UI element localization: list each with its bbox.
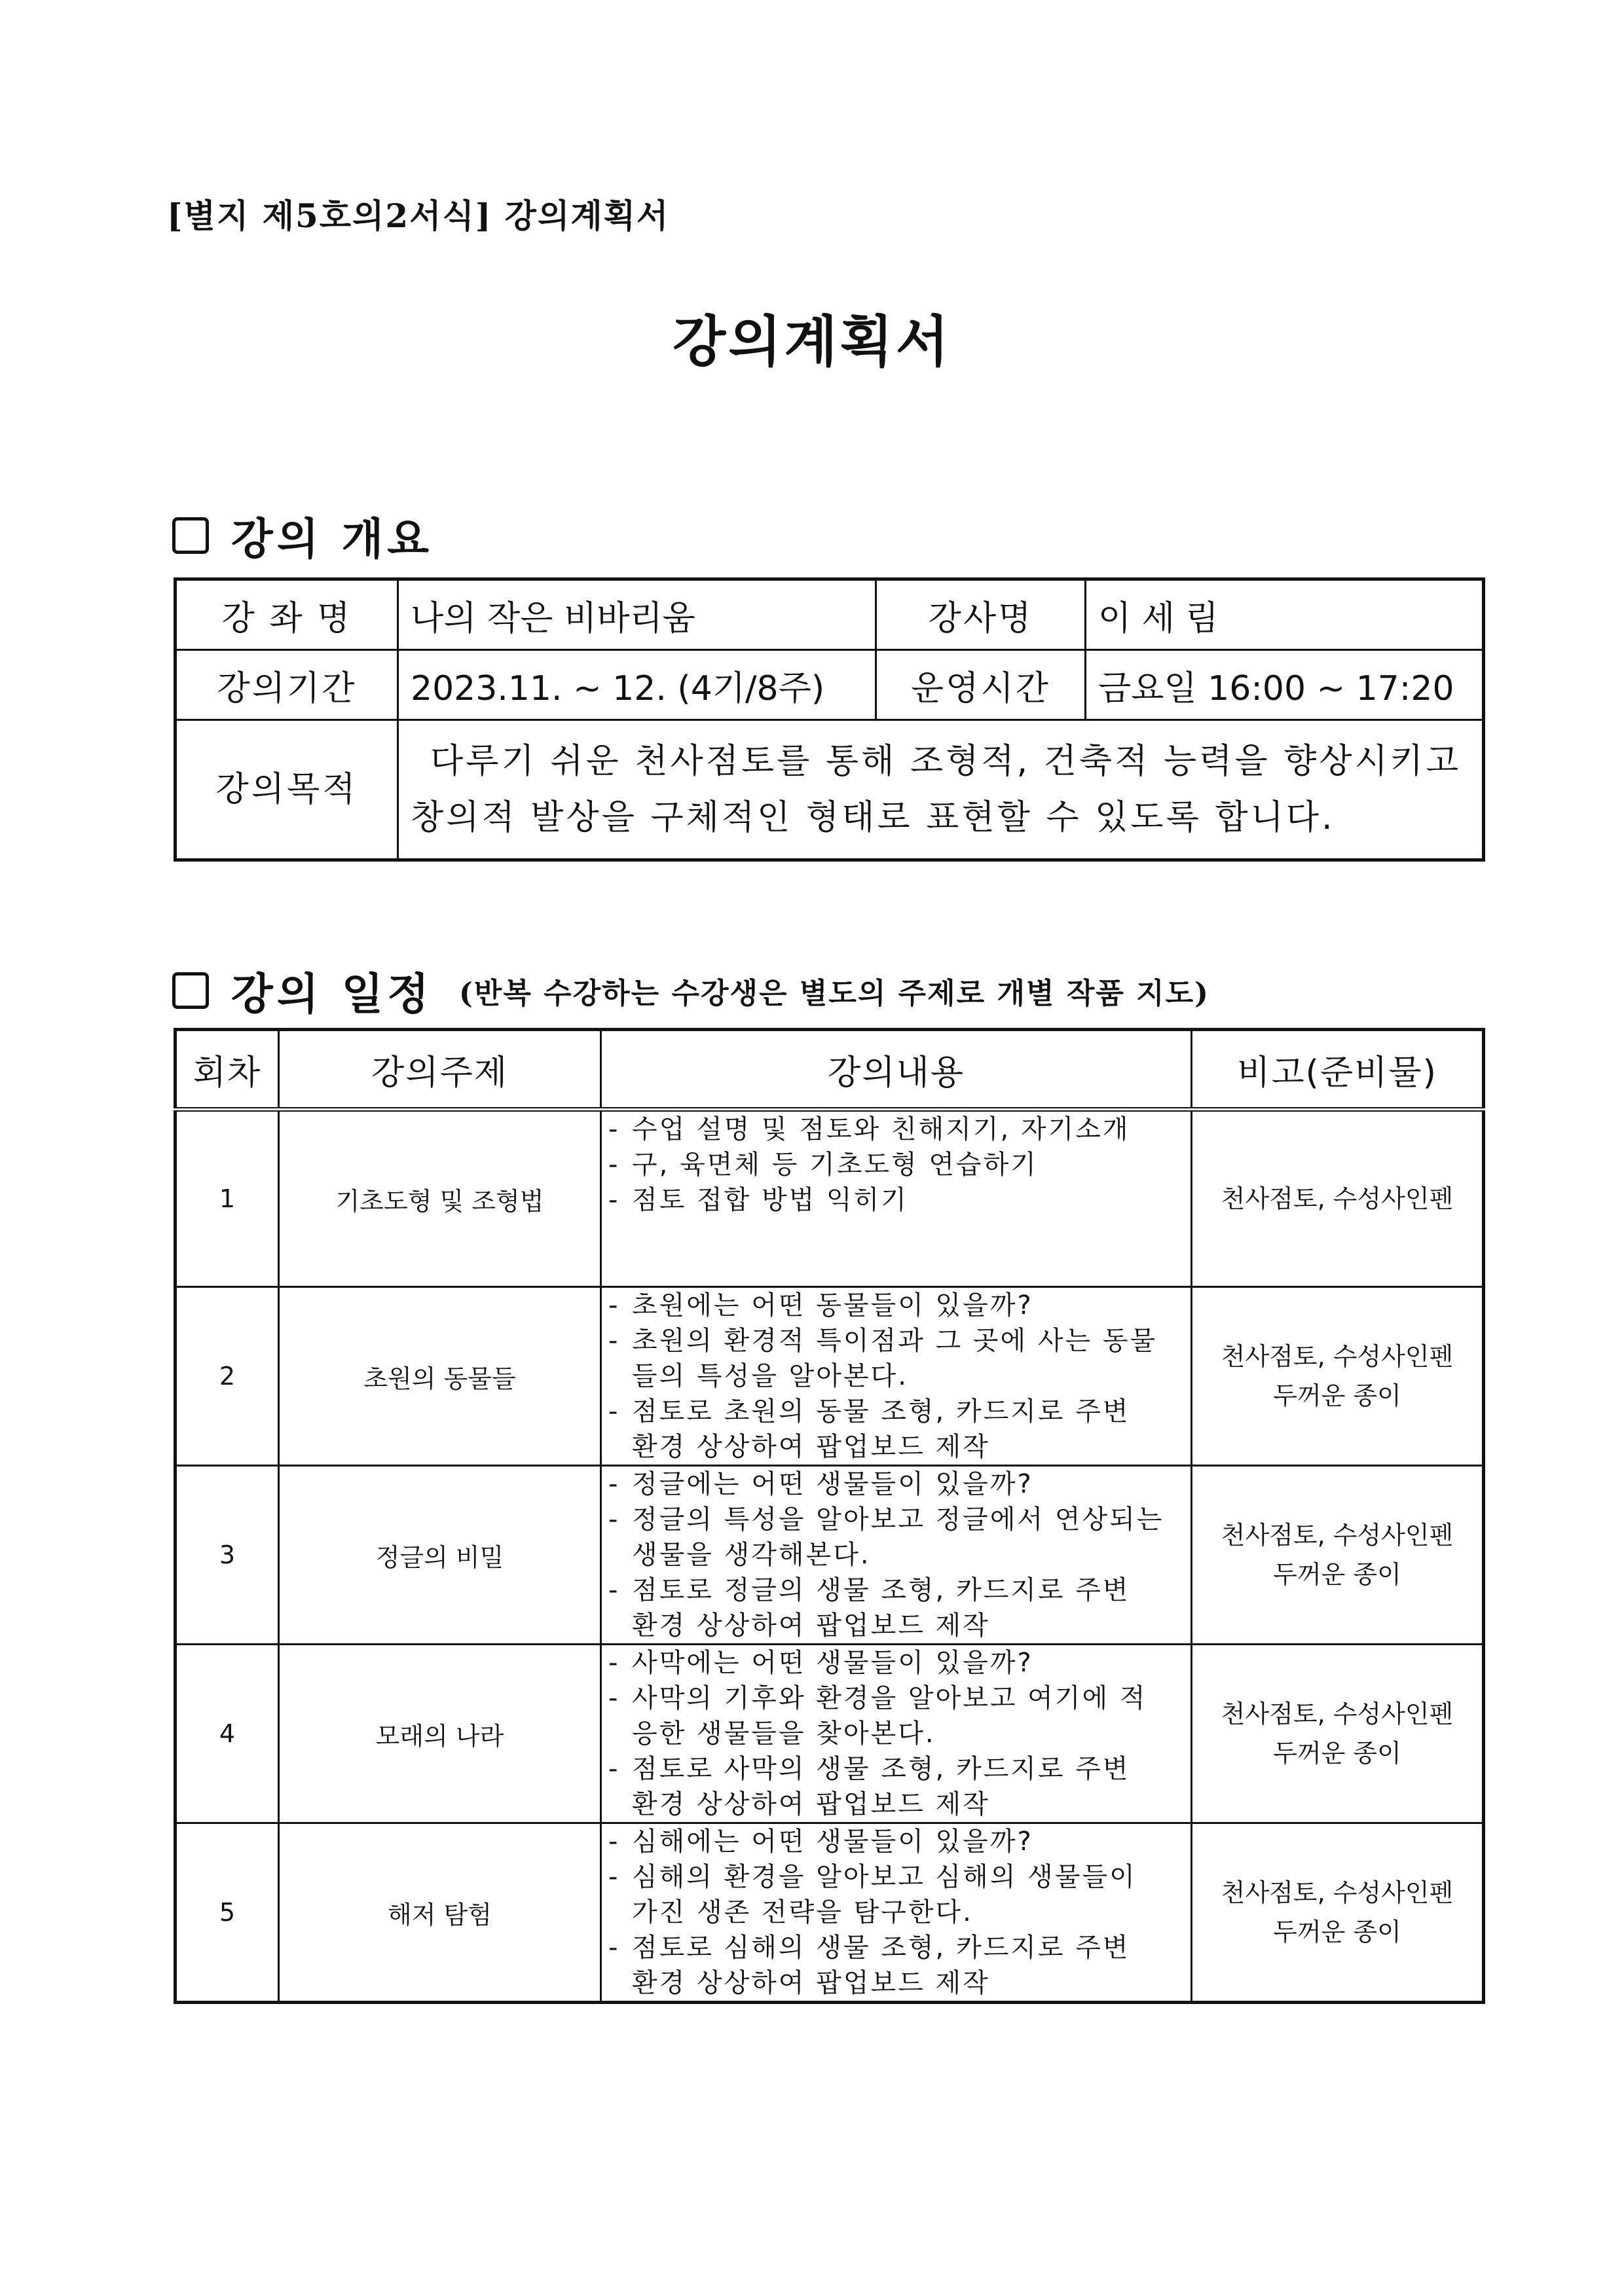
session-number: 5 — [175, 1823, 279, 2003]
bullet-dash: - — [608, 1469, 620, 1499]
table-row — [175, 1110, 1484, 1287]
bullet-dash: - — [608, 1396, 620, 1427]
material-line: 천사점토, 수성사인펜 — [1221, 1700, 1454, 1728]
content-line — [608, 1787, 1185, 1822]
content-line — [608, 1467, 1185, 1502]
content-line — [608, 1182, 1185, 1218]
table-row — [175, 1287, 1484, 1466]
header-topic: 강의주제 — [279, 1030, 601, 1110]
session-materials — [1192, 1823, 1484, 2003]
schedule-table — [174, 1028, 1485, 2004]
course-value: 나의 작은 비바리움 — [398, 579, 876, 650]
content-text: 환경 상상하여 팝업보드 제작 — [632, 1432, 990, 1462]
material-line: 천사점토, 수성사인펜 — [1221, 1184, 1454, 1213]
session-materials — [1192, 1287, 1484, 1466]
session-content — [601, 1110, 1192, 1287]
material-line: 두꺼운 종이 — [1273, 1560, 1401, 1589]
content-line — [608, 1681, 1185, 1716]
content-text: 사막에는 어떤 생물들이 있을까? — [632, 1648, 1033, 1678]
content-line — [608, 1930, 1185, 1965]
bullet-dash: - — [608, 1114, 620, 1144]
header-session: 회차 — [175, 1030, 279, 1110]
content-text: 정글의 특성을 알아보고 정글에서 연상되는 — [632, 1504, 1164, 1535]
content-text: 점토로 정글의 생물 조형, 카드지로 주변 — [632, 1575, 1130, 1605]
hours-value: 금요일 16:00 ~ 17:20 — [1086, 650, 1484, 720]
content-line — [608, 1429, 1185, 1465]
material-line: 천사점토, 수성사인펜 — [1221, 1521, 1454, 1550]
content-text: 점토로 사막의 생물 조형, 카드지로 주변 — [632, 1754, 1130, 1784]
session-number: 2 — [175, 1287, 279, 1466]
overview-row-course — [175, 579, 1484, 650]
content-text: 수업 설명 및 점토와 친해지기, 자기소개 — [632, 1114, 1130, 1144]
content-text: 정글에는 어떤 생물들이 있을까? — [632, 1469, 1033, 1499]
content-text: 점토로 초원의 동물 조형, 카드지로 주변 — [632, 1396, 1130, 1427]
content-text: 들의 특성을 알아본다. — [632, 1361, 908, 1391]
session-materials — [1192, 1110, 1484, 1287]
material-line: 두꺼운 종이 — [1273, 1381, 1401, 1410]
session-number: 4 — [175, 1645, 279, 1823]
session-topic: 기초도형 및 조형법 — [279, 1110, 601, 1287]
document-title: 강의계획서 — [673, 309, 951, 374]
content-line — [608, 1859, 1185, 1895]
content-text: 심해의 환경을 알아보고 심해의 생물들이 — [632, 1862, 1137, 1892]
content-line — [608, 1394, 1185, 1429]
content-line — [608, 1323, 1185, 1358]
hours-label: 운영시간 — [876, 650, 1086, 720]
content-text: 점토로 심해의 생물 조형, 카드지로 주변 — [632, 1933, 1130, 1963]
course-label: 강 좌 명 — [175, 579, 398, 650]
material-line: 두꺼운 종이 — [1273, 1739, 1401, 1768]
table-row — [175, 1645, 1484, 1823]
schedule-section-note: (반복 수강하는 수강생은 별도의 주제로 개별 작품 지도) — [459, 976, 1209, 1010]
overview-section-title: 강의 개요 — [231, 513, 434, 564]
content-line — [608, 1608, 1185, 1643]
instructor-label: 강사명 — [876, 579, 1086, 650]
overview-section-heading — [172, 504, 433, 566]
content-line — [608, 1751, 1185, 1787]
header-materials: 비고(준비물) — [1192, 1030, 1484, 1110]
table-row — [175, 1466, 1484, 1645]
form-label: [별지 제5호의2서식] 강의계획서 — [167, 196, 670, 235]
session-content — [601, 1287, 1192, 1466]
purpose-value: 다루기 쉬운 천사점토를 통해 조형적, 건축적 능력을 향상시키고 창의적 발상을 구체적인 형태로 표현할 수 있도록 합니다. — [398, 720, 1484, 860]
content-text: 응한 생물들을 찾아본다. — [632, 1719, 936, 1749]
content-line — [608, 1288, 1185, 1323]
content-text: 가진 생존 전략을 탐구한다. — [632, 1897, 973, 1927]
session-topic: 초원의 동물들 — [279, 1287, 601, 1466]
bullet-dash: - — [608, 1754, 620, 1784]
checkbox-square-icon — [172, 972, 209, 1009]
content-line — [608, 1358, 1185, 1394]
bullet-dash: - — [608, 1933, 620, 1963]
bullet-dash: - — [608, 1862, 620, 1892]
purpose-label: 강의목적 — [175, 720, 398, 860]
period-label: 강의기간 — [175, 650, 398, 720]
content-line — [608, 1965, 1185, 2001]
session-topic: 모래의 나라 — [279, 1645, 601, 1823]
bullet-dash: - — [608, 1575, 620, 1605]
schedule-section-heading — [172, 959, 1209, 1021]
session-content — [601, 1466, 1192, 1645]
content-line — [608, 1645, 1185, 1681]
table-row — [175, 1823, 1484, 2003]
content-text: 환경 상상하여 팝업보드 제작 — [632, 1968, 990, 1998]
session-content — [601, 1645, 1192, 1823]
session-content — [601, 1823, 1192, 2003]
content-text: 환경 상상하여 팝업보드 제작 — [632, 1611, 990, 1641]
schedule-section-title: 강의 일정 — [231, 968, 434, 1019]
bullet-dash: - — [608, 1185, 620, 1215]
content-text: 초원에는 어떤 동물들이 있을까? — [632, 1290, 1033, 1321]
period-value: 2023.11. ~ 12. (4기/8주) — [398, 650, 876, 720]
content-line — [608, 1573, 1185, 1608]
instructor-value: 이 세 림 — [1086, 579, 1484, 650]
content-line — [608, 1112, 1185, 1147]
content-text: 환경 상상하여 팝업보드 제작 — [632, 1789, 990, 1819]
overview-row-period — [175, 650, 1484, 720]
content-line — [608, 1716, 1185, 1751]
bullet-dash: - — [608, 1290, 620, 1321]
content-text: 생물을 생각해본다. — [632, 1540, 871, 1570]
bullet-dash: - — [608, 1504, 620, 1535]
content-text: 구, 육면체 등 기초도형 연습하기 — [632, 1150, 1038, 1180]
material-line: 천사점토, 수성사인펜 — [1221, 1342, 1454, 1371]
overview-table — [174, 577, 1485, 862]
material-line: 두꺼운 종이 — [1273, 1918, 1401, 1946]
overview-row-purpose — [175, 720, 1484, 860]
session-materials — [1192, 1466, 1484, 1645]
material-line: 천사점토, 수성사인펜 — [1221, 1878, 1454, 1907]
session-number: 1 — [175, 1110, 279, 1287]
bullet-dash: - — [608, 1326, 620, 1356]
session-topic: 해저 탐험 — [279, 1823, 601, 2003]
content-text: 사막의 기후와 환경을 알아보고 여기에 적 — [632, 1683, 1147, 1713]
content-text: 초원의 환경적 특이점과 그 곳에 사는 동물 — [632, 1326, 1158, 1356]
content-text: 심해에는 어떤 생물들이 있을까? — [632, 1827, 1033, 1857]
session-number: 3 — [175, 1466, 279, 1645]
content-line — [608, 1537, 1185, 1573]
content-line — [608, 1895, 1185, 1930]
bullet-dash: - — [608, 1150, 620, 1180]
bullet-dash: - — [608, 1827, 620, 1857]
session-topic: 정글의 비밀 — [279, 1466, 601, 1645]
header-content: 강의내용 — [601, 1030, 1192, 1110]
content-line — [608, 1147, 1185, 1182]
session-materials — [1192, 1645, 1484, 1823]
content-text: 점토 접합 방법 익히기 — [632, 1185, 908, 1215]
content-line — [608, 1824, 1185, 1859]
schedule-header-row — [175, 1030, 1484, 1110]
bullet-dash: - — [608, 1683, 620, 1713]
content-line — [608, 1502, 1185, 1537]
bullet-dash: - — [608, 1648, 620, 1678]
checkbox-square-icon — [172, 517, 209, 554]
